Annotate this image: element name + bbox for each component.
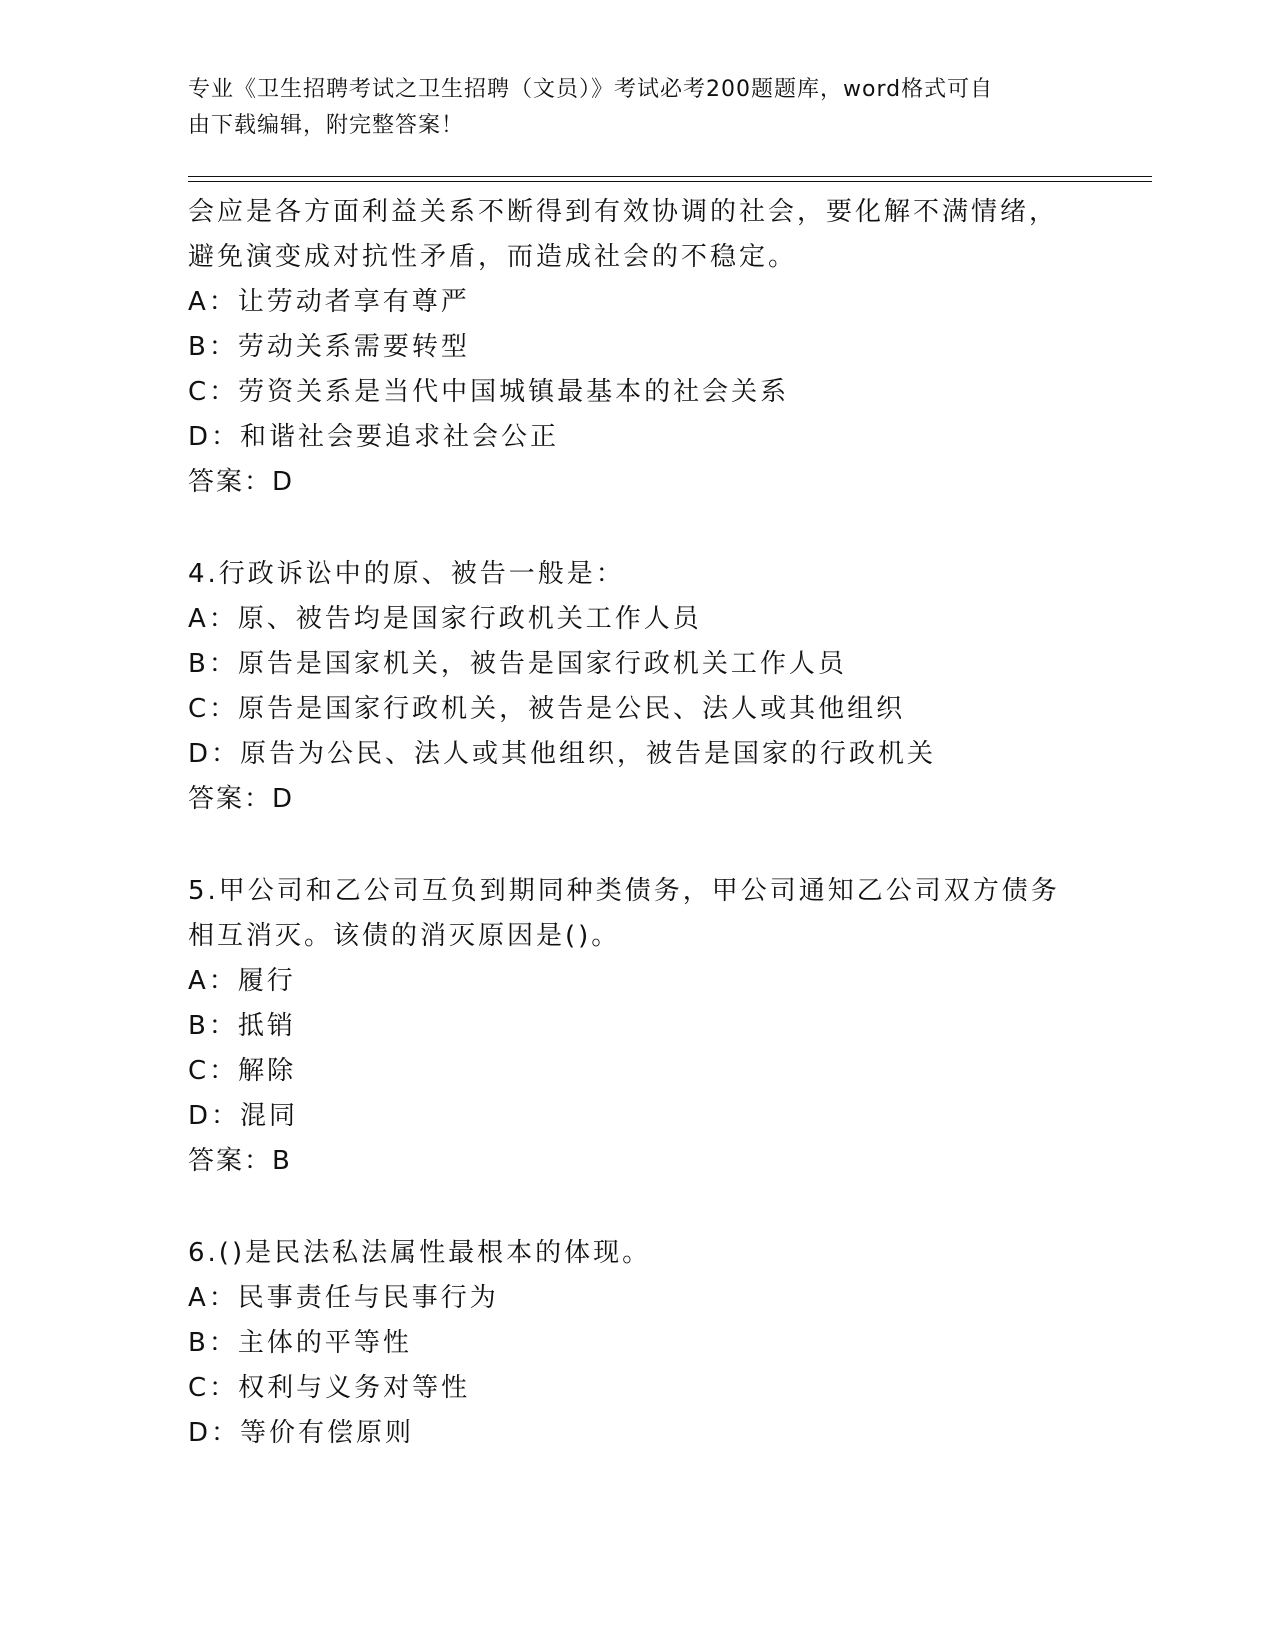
option-b: B：劳动关系需要转型 — [188, 332, 470, 362]
question-list — [188, 190, 1088, 1456]
option-c: C：解除 — [188, 1056, 297, 1086]
question-stem: 4.行政诉讼中的原、被告一般是： — [188, 559, 625, 589]
question-stem: 5.甲公司和乙公司互负到期同种类债务，甲公司通知乙公司双方债务 — [188, 876, 1060, 906]
option-a: A：民事责任与民事行为 — [188, 1283, 499, 1313]
question-stem: 会应是各方面利益关系不断得到有效协调的社会，要化解不满情绪， — [188, 197, 1059, 227]
header-divider-bottom — [188, 181, 1152, 182]
question-6 — [188, 1231, 1088, 1456]
answer: 答案：D — [188, 784, 295, 814]
option-d: D：等价有偿原则 — [188, 1418, 415, 1448]
option-d: D：混同 — [188, 1101, 299, 1131]
option-c: C：权利与义务对等性 — [188, 1373, 471, 1403]
option-c: C：劳资关系是当代中国城镇最基本的社会关系 — [188, 377, 790, 407]
answer: 答案：B — [188, 1146, 292, 1176]
option-c: C：原告是国家行政机关，被告是公民、法人或其他组织 — [188, 694, 906, 724]
header-divider-top — [188, 176, 1152, 177]
option-a: A：原、被告均是国家行政机关工作人员 — [188, 604, 702, 634]
option-a: A：让劳动者享有尊严 — [188, 287, 470, 317]
option-d: D：原告为公民、法人或其他组织，被告是国家的行政机关 — [188, 739, 937, 769]
question-3 — [188, 190, 1088, 505]
answer: 答案：D — [188, 467, 295, 497]
header-title-line-1: 专业《卫生招聘考试之卫生招聘（文员）》考试必考200题题库，word格式可自 — [188, 77, 994, 102]
option-d: D：和谐社会要追求社会公正 — [188, 422, 560, 452]
question-stem: 避免演变成对抗性矛盾，而造成社会的不稳定。 — [188, 242, 798, 272]
question-5 — [188, 869, 1088, 1184]
option-a: A：履行 — [188, 966, 296, 996]
option-b: B：原告是国家机关，被告是国家行政机关工作人员 — [188, 649, 847, 679]
header-title-line-2: 由下载编辑，附完整答案！ — [188, 113, 465, 138]
document-header — [188, 72, 1068, 144]
option-b: B：抵销 — [188, 1011, 296, 1041]
question-stem: 相互消灭。该债的消灭原因是()。 — [188, 921, 621, 951]
option-b: B：主体的平等性 — [188, 1328, 412, 1358]
question-4 — [188, 552, 1088, 822]
question-stem: 6.()是民法私法属性最根本的体现。 — [188, 1238, 652, 1268]
